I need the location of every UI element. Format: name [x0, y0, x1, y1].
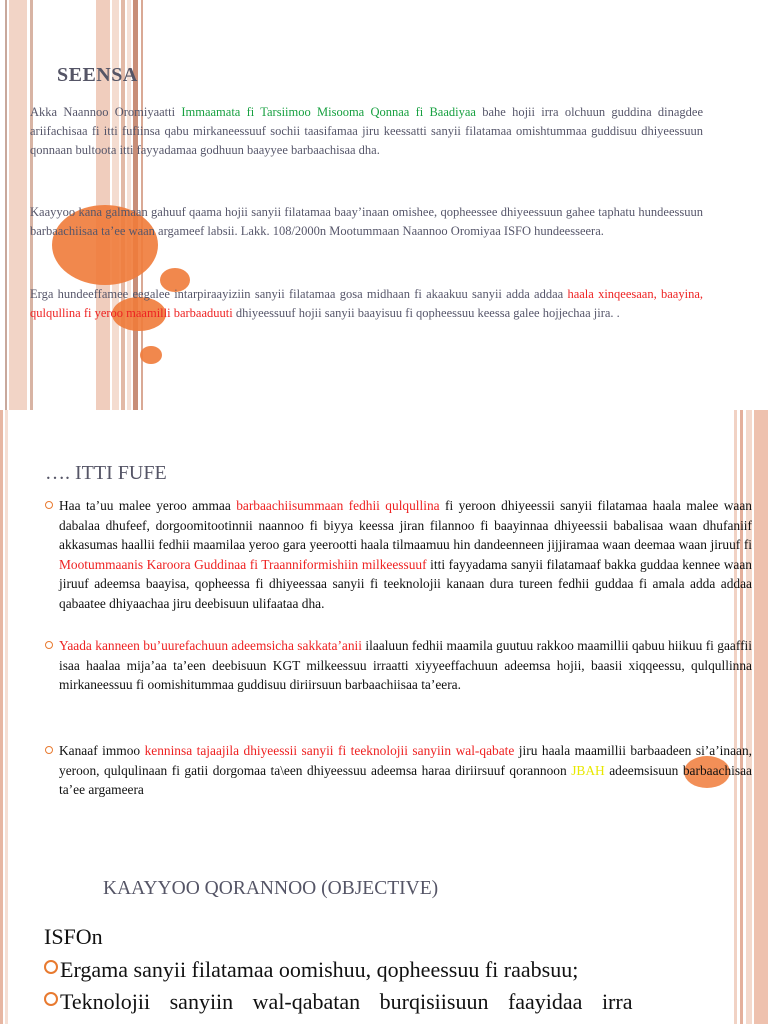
- slide-title: SEENSA: [57, 64, 138, 86]
- paragraph-3: [30, 285, 703, 323]
- text-span: dhiyeessuuf hojii sanyii baayisuu fi qopheessuu keessa galee hojjechaa jira. .: [232, 306, 620, 320]
- decor-stripe: [5, 0, 7, 410]
- paragraph-1: [30, 103, 703, 160]
- highlight-green: Immaamata fi Tarsiimoo Misooma Qonnaa fi Baadiyaa: [181, 105, 476, 119]
- bullet-ring-icon: [45, 746, 53, 754]
- decor-stripe: [754, 410, 768, 1024]
- highlight-red: kenninsa tajaajila dhiyeessii sanyii fi teeknolojii sanyiin wal-qabate: [144, 743, 515, 758]
- bullet-1: [45, 496, 752, 613]
- decor-stripe: [5, 410, 8, 1024]
- bullet-ring-icon: [45, 501, 53, 509]
- text-span: Erga hundeeffamee eegalee intarpiraayiziin sanyii filatamaa gosa midhaan fi akaakuu sanyii adda addaa: [30, 287, 568, 301]
- highlight-yellow: JBAH: [571, 762, 605, 778]
- bullet-text: Kanaaf immoo kenninsa tajaajila dhiyeessii sanyii fi teeknolojii sanyiin wal-qabate jiru haala maamillii barbaadeen si’a’inaan, yeroon, qulqulinaan fi gatii dorgomaa ta\een dhiyeessuu adeemsa haraa diriirsuuf qorannoon JBAH adeemsisuun barbaachisaa ta’ee argameera: [59, 743, 752, 797]
- section-title: KAAYYOO QORANNOO (OBJECTIVE): [103, 878, 439, 899]
- text-span: Akka Naannoo Oromiyaatti: [30, 105, 182, 119]
- bullet-ring-icon: [45, 641, 53, 649]
- bullet-text: Yaada kanneen bu’uurefachuun adeemsicha sakkata’anii ilaaluun fedhii maamila guutuu rakkoo maamillii qabuu hiikuu fi gaaffii isaa haalaa mija’aa ta’een deebisuun KGT milkeessuu irraatti xiyyeeffachuun adeemsa hojii, baasii xiqqeessu, qulqullinna mirkaneessuu fi oomishitummaa guddisuu diriirsuun barbaachiisaa ta’eera.: [59, 638, 752, 692]
- decor-stripe: [9, 0, 27, 410]
- objective-item: Teknolojii sanyiin wal-qabatan burqisiisuun faayidaa irra: [44, 987, 632, 1017]
- bullet-2: [45, 636, 752, 695]
- bullet-ring-icon: [44, 960, 58, 974]
- isfo-heading: ISFOn: [44, 924, 103, 949]
- bullet-ring-icon: [44, 992, 58, 1006]
- slide-seensa: [0, 0, 768, 410]
- highlight-red: haala xinqeesaan, baayina, qulqullina fi yeroo maamilli barbaaduuti: [30, 287, 703, 320]
- slide-itti-fufe: [0, 410, 768, 1024]
- text-span: bahe hojii irra olchuun guddina dinagdee ariifachisaa fi itti fufiinsa qabu mirkaneessuuf sochii taasifamaa jiru keessatti sanyii filatamaa omishtummaa guddisuu dhiyeessuun qonnaan bultoota itti fayyadamaa godhuun baayyee barbaachisaa dha.: [30, 105, 703, 157]
- slide-title: …. ITTI FUFE: [45, 462, 167, 484]
- paragraph-2: Kaayyoo kana galmaan gahuuf qaama hojii sanyii filatamaa baay’inaan omishee, qopheessee dhiyeessuun gahee taphatu hundeessuun barbaachiisaa ta’ee waan argameef labsii. Lakk. 108/2000n Mootummaan Naannoo Oromiyaa ISFO hundeesseera.: [30, 205, 703, 238]
- decor-stripe: [0, 410, 3, 1024]
- decor-circle: [140, 346, 162, 364]
- bullet-text: Haa ta’uu malee yeroo ammaa barbaachiisummaan fedhii qulqullina fi yeroon dhiyeessii sanyii filatamaa haala malee waan dabalaa dhufeef, dorgoomitootinnii naannoo fi biyya keessa jiran filannoo fi baayinnaa dhiyeessii babalisaa waan dhufaniif akkasumas haallii fedhii maamilaa yeroo gara yeerootti haala tilmaamuu hin dandeenneen jijjiramaa waan deemaa waan jiruuf fi Mootummaanis Karoora Guddinaa fi Traanniformishiin milkeessuuf itti fayyadama sanyii filatamaaf bakka guddaa kennee waan jiruuf adeemsa baayisa, qopheessa fi dhiyeessaa sanyii fi teeknolojii kanaan dura tureen fedhii guddaa fi amala adda addaa qabaatee dhiyaachaa jiru deebisuun ulifaataa dha.: [59, 498, 752, 611]
- objective-item: Ergama sanyii filatamaa oomishuu, qopheessuu fi raabsuu;: [44, 955, 578, 985]
- bullet-3: [45, 741, 752, 800]
- highlight-red: Mootummaanis Karoora Guddinaa fi Traanniformishiin milkeessuuf: [59, 556, 427, 572]
- highlight-red: Yaada kanneen bu’uurefachuun adeemsicha sakkata’anii: [59, 638, 362, 653]
- highlight-red: barbaachiisummaan fedhii qulqullina: [236, 498, 440, 513]
